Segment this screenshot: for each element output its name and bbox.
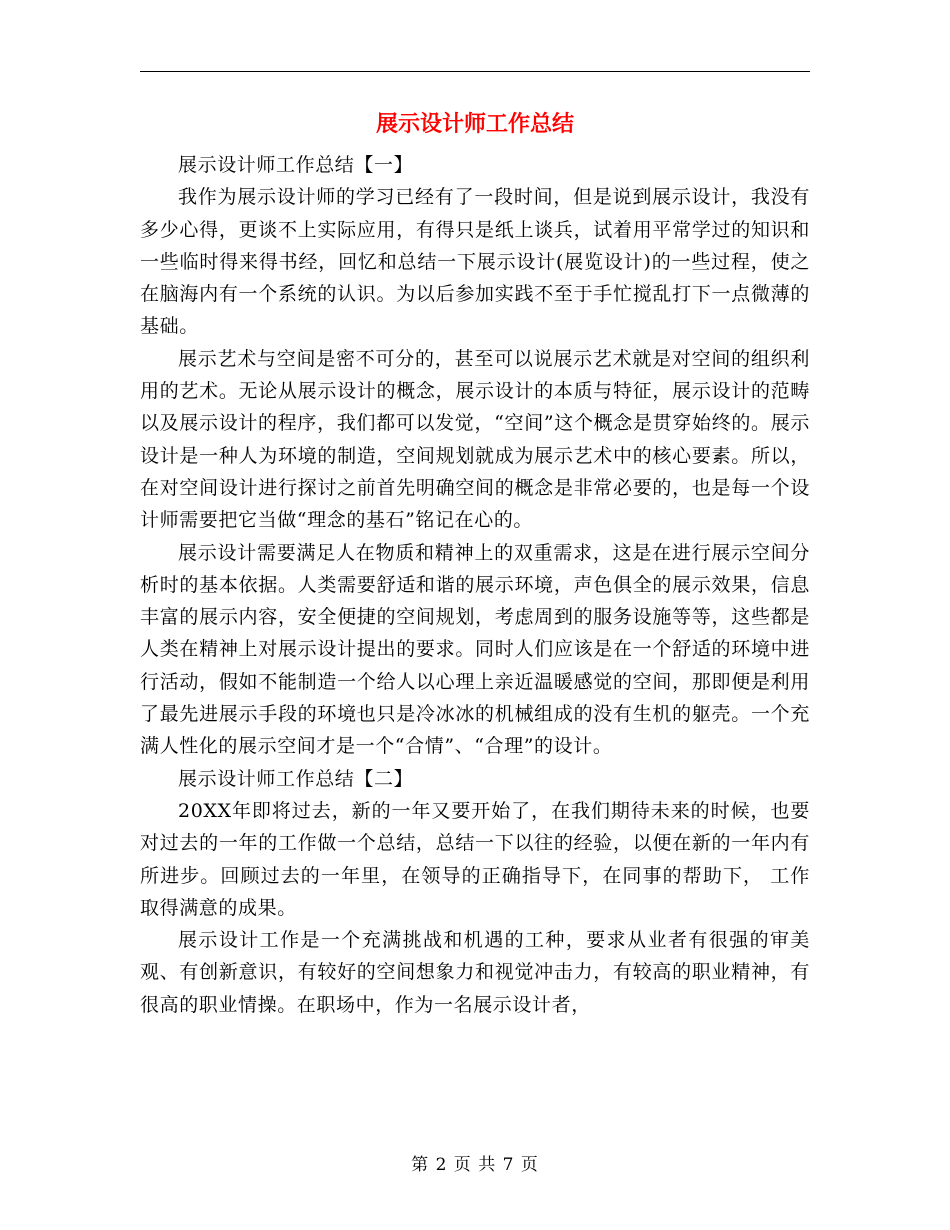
document-body — [140, 149, 810, 1021]
body-paragraph-3: 展示设计需要满足人在物质和精神上的双重需求，这是在进行展示空间分析时的基本依据。人类需要舒适和谐的展示环境，声色俱全的展示效果，信息丰富的展示内容，安全便捷的空间规划，考虑周到的服务设施等等，这些都是人类在精神上对展示设计提出的要求。同时人们应该是在一个舒适的环境中进行活动，假如不能制造一个给人以心理上亲近温暖感觉的空间，那即便是利用了最先进展示手段的环境也只是冷冰冰的机械组成的没有生机的躯壳。一个充满人性化的展示空间才是一个“合情”、“合理”的设计。 — [140, 541, 810, 758]
body-paragraph-2: 展示艺术与空间是密不可分的，甚至可以说展示艺术就是对空间的组织利用的艺术。无论从展示设计的概念，展示设计的本质与特征，展示设计的范畴以及展示设计的程序，我们都可以发觉，“空间”这个概念是贯穿始终的。展示设计是一种人为环境的制造，空间规划就成为展示艺术中的核心要素。所以，在对空间设计进行探讨之前首先明确空间的概念是非常必要的，也是每一个设计师需要把它当做“理念的基石”铭记在心的。 — [140, 347, 810, 532]
header-rule — [140, 71, 810, 72]
body-paragraph-4: 20XX年即将过去，新的一年又要开始了，在我们期待未来的时候，也要对过去的一年的工作做一个总结，总结一下以往的经验，以便在新的一年内有所进步。回顾过去的一年里，在领导的正确指导下，在同事的帮助下， 工作取得满意的成果。 — [140, 799, 810, 919]
section-heading-2: 展示设计师工作总结【二】 — [178, 767, 414, 790]
body-paragraph-5: 展示设计工作是一个充满挑战和机遇的工种，要求从业者有很强的审美观、有创新意识，有较好的空间想象力和视觉冲击力，有较高的职业精神，有很高的职业情操。在职场中，作为一名展示设计者， — [140, 929, 810, 1016]
section-heading-1: 展示设计师工作总结【一】 — [178, 154, 414, 176]
page-number: 第 2 页 共 7 页 — [411, 1155, 539, 1175]
body-paragraph-1: 我作为展示设计师的学习已经有了一段时间，但是说到展示设计，我没有多少心得，更谈不上实际应用，有得只是纸上谈兵，试着用平常学过的知识和一些临时得来得书经，回忆和总结一下展示设计(展览设计)的一些过程，使之在脑海内有一个系统的认识。为以后参加实践不至于手忙搅乱打下一点微薄的基础。 — [140, 186, 810, 338]
document-title: 展示设计师工作总结 — [375, 112, 574, 137]
